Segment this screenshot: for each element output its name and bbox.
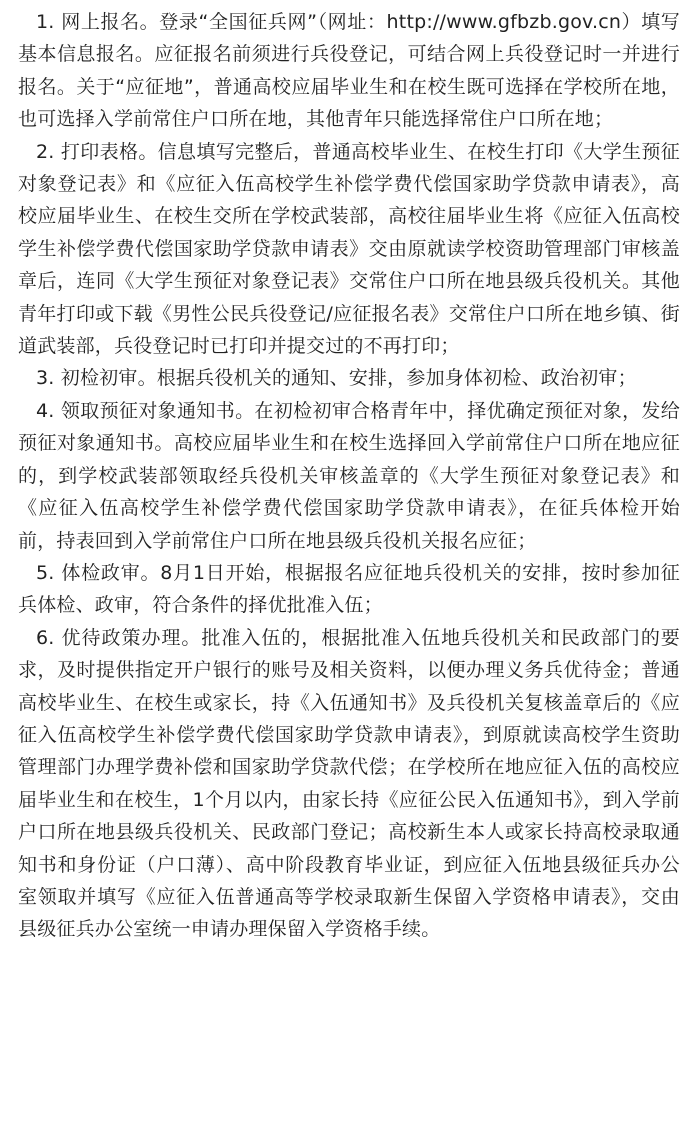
document-body (18, 6, 680, 946)
paragraph-benefits (18, 622, 680, 946)
paragraph-text: 体检政审。8月1日开始，根据报名应征地兵役机关的安排，按时参加征兵体检、政审，符合条件的择优批准入伍； (18, 561, 680, 617)
paragraph-number: 5. (36, 561, 55, 584)
paragraph-number: 3. (36, 367, 55, 390)
paragraph-print-forms (18, 136, 680, 363)
paragraph-number: 4. (36, 399, 55, 422)
paragraph-physical-exam (18, 557, 680, 622)
paragraph-text: 初检初审。根据兵役机关的通知、安排，参加身体初检、政治初审； (60, 367, 637, 390)
paragraph-text: 打印表格。信息填写完整后，普通高校毕业生、在校生打印《大学生预征对象登记表》和《应征入伍高校学生补偿学费代偿国家助学贷款申请表》，高校应届毕业生、在校生交所在学校武装部，高校往届毕业生将《应征入伍高校学生补偿学费代偿国家助学贷款申请表》交由原就读学校资助管理部门审核盖章后，连同《大学生预征对象登记表》交常住户口所在地县级兵役机关。其他青年打印或下载《男性公民兵役登记/应征报名表》交常住户口所在地乡镇、街道武装部，兵役登记时已打印并提交过的不再打印； (18, 140, 680, 358)
paragraph-number: 2. (36, 140, 55, 163)
paragraph-text: 领取预征对象通知书。在初检初审合格青年中，择优确定预征对象，发给预征对象通知书。高校应届毕业生和在校生选择回入学前常住户口所在地应征的，到学校武装部领取经兵役机关审核盖章的《大学生预征对象登记表》和《应征入伍高校学生补偿学费代偿国家助学贷款申请表》，在征兵体检开始前，持表回到入学前常住户口所在地县级兵役机关报名应征； (18, 399, 680, 552)
paragraph-text: 优待政策办理。批准入伍的，根据批准入伍地兵役机关和民政部门的要求，及时提供指定开户银行的账号及相关资料，以便办理义务兵优待金；普通高校毕业生、在校生或家长，持《入伍通知书》及兵役机关复核盖章后的《应征入伍高校学生补偿学费代偿国家助学贷款申请表》，到原就读高校学生资助管理部门办理学费补偿和国家助学贷款代偿；在学校所在地应征入伍的高校应届毕业生和在校生，1个月以内，由家长持《应征公民入伍通知书》，到入学前户口所在地县级兵役机关、民政部门登记；高校新生本人或家长持高校录取通知书和身份证（户口薄）、高中阶段教育毕业证，到应征入伍地县级征兵办公室领取并填写《应征入伍普通高等学校录取新生保留入学资格申请表》，交由县级征兵办公室统一申请办理保留入学资格手续。 (18, 626, 680, 941)
paragraph-notice (18, 395, 680, 557)
paragraph-initial-check (18, 362, 680, 394)
paragraph-number: 6. (36, 626, 55, 649)
paragraph-online-registration (18, 6, 680, 136)
paragraph-text: 网上报名。登录“全国征兵网”（网址：http://www.gfbzb.gov.cn）填写基本信息报名。应征报名前须进行兵役登记，可结合网上兵役登记时一并进行报名。关于“应征地”，普通高校应届毕业生和在校生既可选择在学校所在地，也可选择入学前常住户口所在地，其他青年只能选择常住户口所在地； (18, 11, 680, 131)
paragraph-number: 1. (36, 11, 55, 33)
